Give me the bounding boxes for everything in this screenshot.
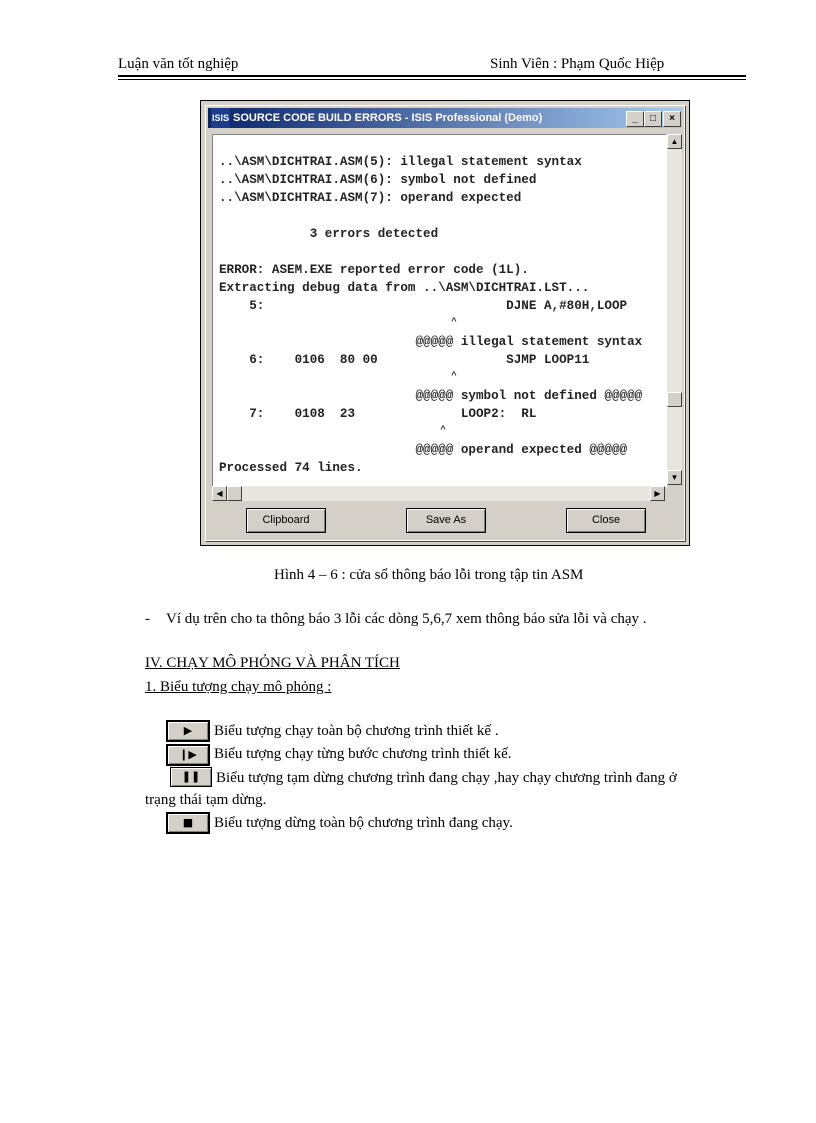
clipboard-button[interactable]: Clipboard <box>246 508 326 533</box>
close-button[interactable]: Close <box>566 508 646 533</box>
output-line: ..\ASM\DICHTRAI.ASM(5): illegal statement syntax <box>219 155 582 169</box>
output-line: ERROR: ASEM.EXE reported error code (1L). <box>219 263 529 277</box>
scroll-left-arrow-icon[interactable]: ◀ <box>212 486 227 501</box>
output-line: @@@@@ symbol not defined @@@@@ <box>219 389 643 403</box>
output-line: ^ <box>219 425 446 435</box>
output-line: 7: 0108 23 LOOP2: RL <box>219 407 537 421</box>
scroll-up-arrow-icon[interactable]: ▲ <box>667 134 682 149</box>
stop-icon: ■ <box>166 812 210 834</box>
build-errors-window <box>205 105 685 541</box>
output-line: Extracting debug data from ..\ASM\DICHTRAI.LST... <box>219 281 590 295</box>
header-left: Luận văn tốt nghiệp <box>118 56 239 72</box>
subheading: 1. Biểu tượng chạy mô phỏng : <box>145 679 332 695</box>
scroll-thumb[interactable] <box>667 392 682 407</box>
window-title: SOURCE CODE BUILD ERRORS - ISIS Professional (Demo) <box>233 112 543 124</box>
section-heading: IV. CHẠY MÔ PHỎNG VÀ PHÂN TÍCH <box>145 655 400 671</box>
output-line: ..\ASM\DICHTRAI.ASM(6): symbol not defined <box>219 173 537 187</box>
output-line: ..\ASM\DICHTRAI.ASM(7): operand expected <box>219 191 522 205</box>
step-icon-description: Biểu tượng chạy từng bước chương trình thiết kế. <box>214 746 512 762</box>
horizontal-scrollbar[interactable] <box>212 486 665 501</box>
scroll-down-arrow-icon[interactable]: ▼ <box>667 470 682 485</box>
hscroll-thumb[interactable] <box>227 486 242 501</box>
header-right: Sinh Viên : Phạm Quốc Hiệp <box>490 56 665 72</box>
output-line: 6: 0106 80 00 SJMP LOOP11 <box>219 353 590 367</box>
stop-icon-description: Biểu tượng dừng toàn bộ chương trình đang chạy. <box>214 815 513 831</box>
header-rule-thin <box>118 79 746 80</box>
pause-icon-description-cont: trạng thái tạm dừng. <box>145 792 267 808</box>
output-line: @@@@@ operand expected @@@@@ <box>219 443 628 457</box>
header-rule <box>118 75 746 77</box>
output-line: Processed 74 lines. <box>219 461 363 475</box>
bullet-dash: - <box>145 611 150 627</box>
isis-logo-icon: ISIS <box>211 108 230 128</box>
run-icon: ▶ <box>166 720 210 742</box>
scroll-right-arrow-icon[interactable]: ▶ <box>650 486 665 501</box>
maximize-button[interactable]: □ <box>644 111 662 127</box>
error-output-text[interactable] <box>212 134 667 487</box>
bullet-text: Ví dụ trên cho ta thông báo 3 lỗi các dòng 5,6,7 xem thông báo sửa lỗi và chạy . <box>166 611 647 627</box>
vertical-scrollbar[interactable] <box>667 134 682 485</box>
output-line: ^ <box>219 371 457 381</box>
title-bar <box>208 108 682 128</box>
output-line: @@@@@ illegal statement syntax <box>219 335 643 349</box>
close-window-button[interactable]: × <box>663 111 681 127</box>
output-line: ^ <box>219 317 457 327</box>
pause-icon-description: Biểu tượng tạm dừng chương trình đang chạy ,hay chạy chương trình đang ở <box>216 770 677 786</box>
figure-caption: Hình 4 – 6 : cửa sổ thông báo lỗi trong tập tin ASM <box>274 567 584 583</box>
step-icon: ❙▶ <box>166 744 210 766</box>
output-line: 3 errors detected <box>219 227 439 241</box>
screenshot-figure <box>200 100 690 546</box>
output-line: 5: DJNE A,#80H,LOOP <box>219 299 628 313</box>
save-as-button[interactable]: Save As <box>406 508 486 533</box>
pause-icon: ❚❚ <box>170 767 212 787</box>
minimize-button[interactable]: _ <box>626 111 644 127</box>
run-icon-description: Biểu tượng chạy toàn bộ chương trình thiết kế . <box>214 723 499 739</box>
